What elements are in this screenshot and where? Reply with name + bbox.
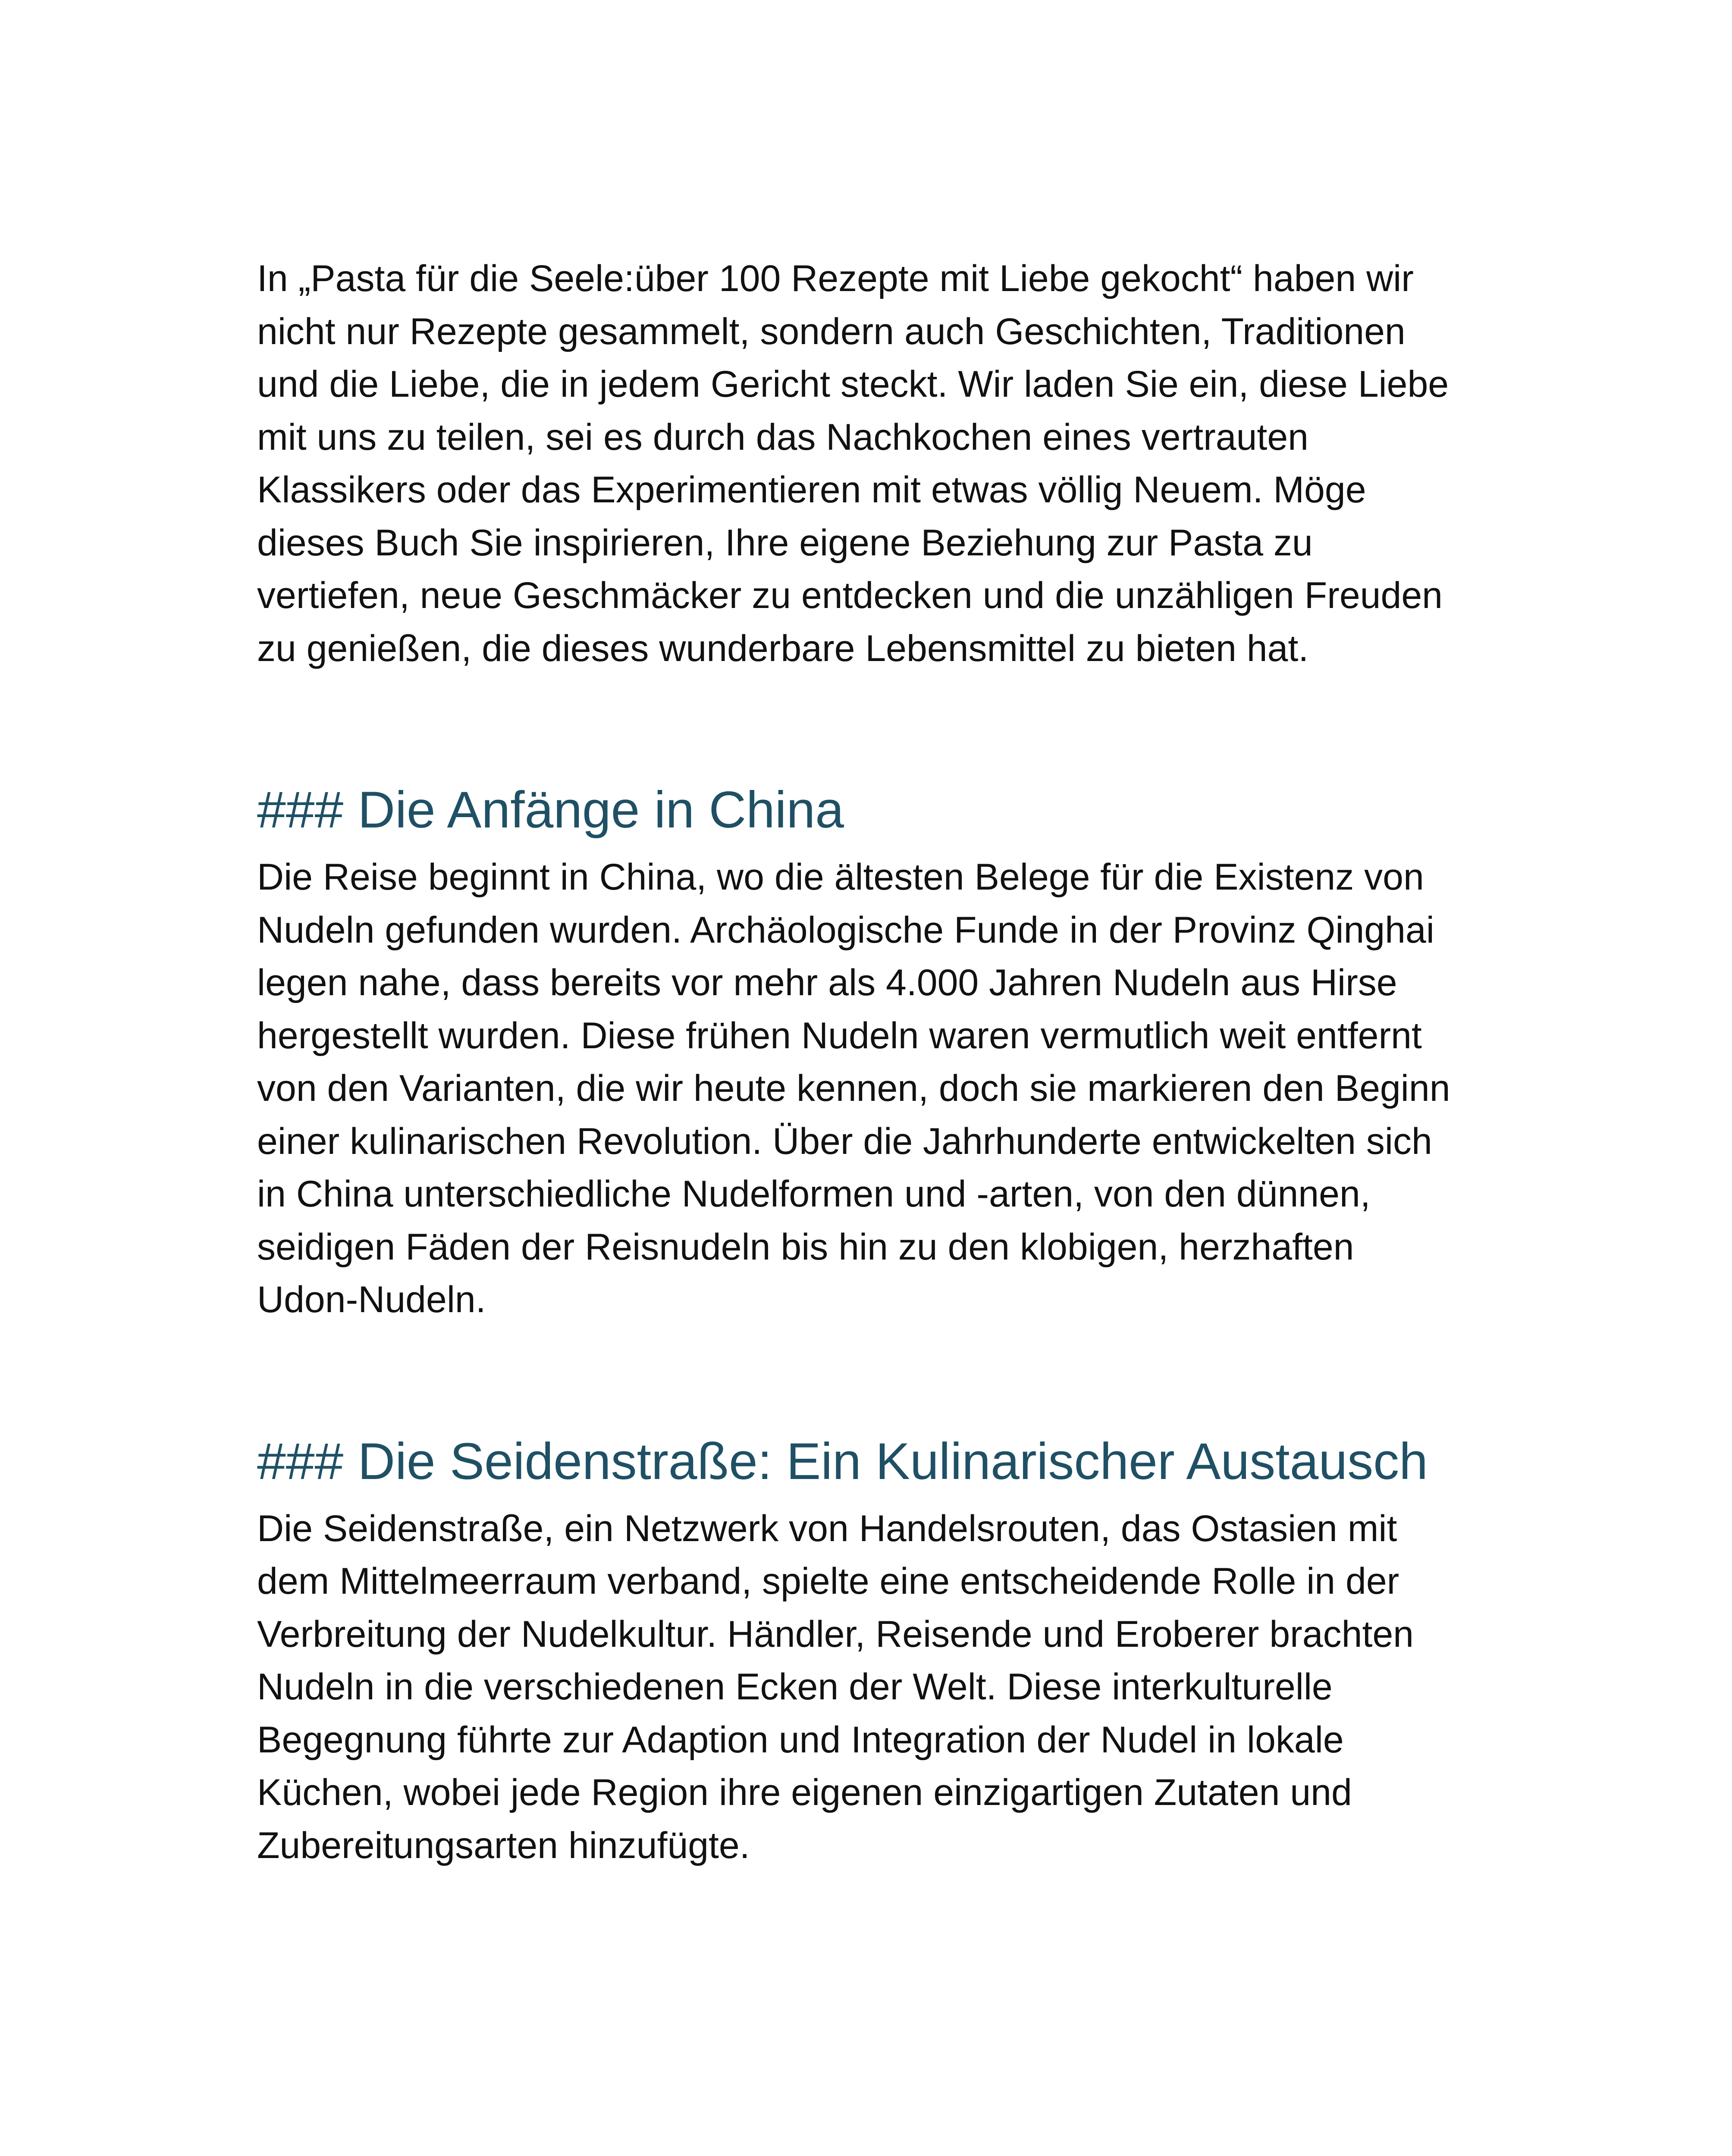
section-paragraph-silk-road: Die Seidenstraße, ein Netzwerk von Handelsrouten, das Ostasien mit dem Mittelmeerraum verband, spielte eine entscheidende Rolle in der Verbreitung der Nudelkultur. Händler, Reisende und Eroberer brachten Nudeln in die verschiedenen Ecken der Welt. Diese interkulturelle Begegnung führte zur Adaption und Integration der Nudel in lokale Küchen, wobei jede Region ihre eigenen einzigartigen Zutaten und Zubereitungsarten hinzufügte. (257, 1507, 1414, 1866)
section-china (257, 778, 1490, 1326)
section-paragraph-china: Die Reise beginnt in China, wo die ältesten Belege für die Existenz von Nudeln gefunden wurden. Archäologische Funde in der Provinz Qinghai legen nahe, dass bereits vor mehr als 4.000 Jahren Nudeln aus Hirse hergestellt wurden. Diese frühen Nudeln waren vermutlich weit entfernt von den Varianten, die wir heute kennen, doch sie markieren den Beginn einer kulinarischen Revolution. Über die Jahrhunderte entwickelten sich in China unterschiedliche Nudelformen und -arten, von den dünnen, seidigen Fäden der Reisnudeln bis hin zu den klobigen, herzhaften Udon-Nudeln. (257, 856, 1450, 1320)
section-heading-silk-road: ### Die Seidenstraße: Ein Kulinarischer Austausch (257, 1432, 1428, 1490)
section-heading-china: ### Die Anfänge in China (257, 781, 844, 839)
section-silk-road (257, 1430, 1490, 1872)
intro-paragraph: In „Pasta für die Seele:über 100 Rezepte mit Liebe gekocht“ haben wir nicht nur Rezepte gesammelt, sondern auch Geschichten, Traditionen und die Liebe, die in jedem Gericht steckt. Wir laden Sie ein, diese Liebe mit uns zu teilen, sei es durch das Nachkochen eines vertrauten Klassikers oder das Experimentieren mit etwas völlig Neuem. Möge dieses Buch Sie inspirieren, Ihre eigene Beziehung zur Pasta zu vertiefen, neue Geschmäcker zu entdecken und die unzähligen Freuden zu genießen, die dieses wunderbare Lebensmittel zu bieten hat. (257, 258, 1449, 669)
page-content (257, 252, 1490, 1872)
